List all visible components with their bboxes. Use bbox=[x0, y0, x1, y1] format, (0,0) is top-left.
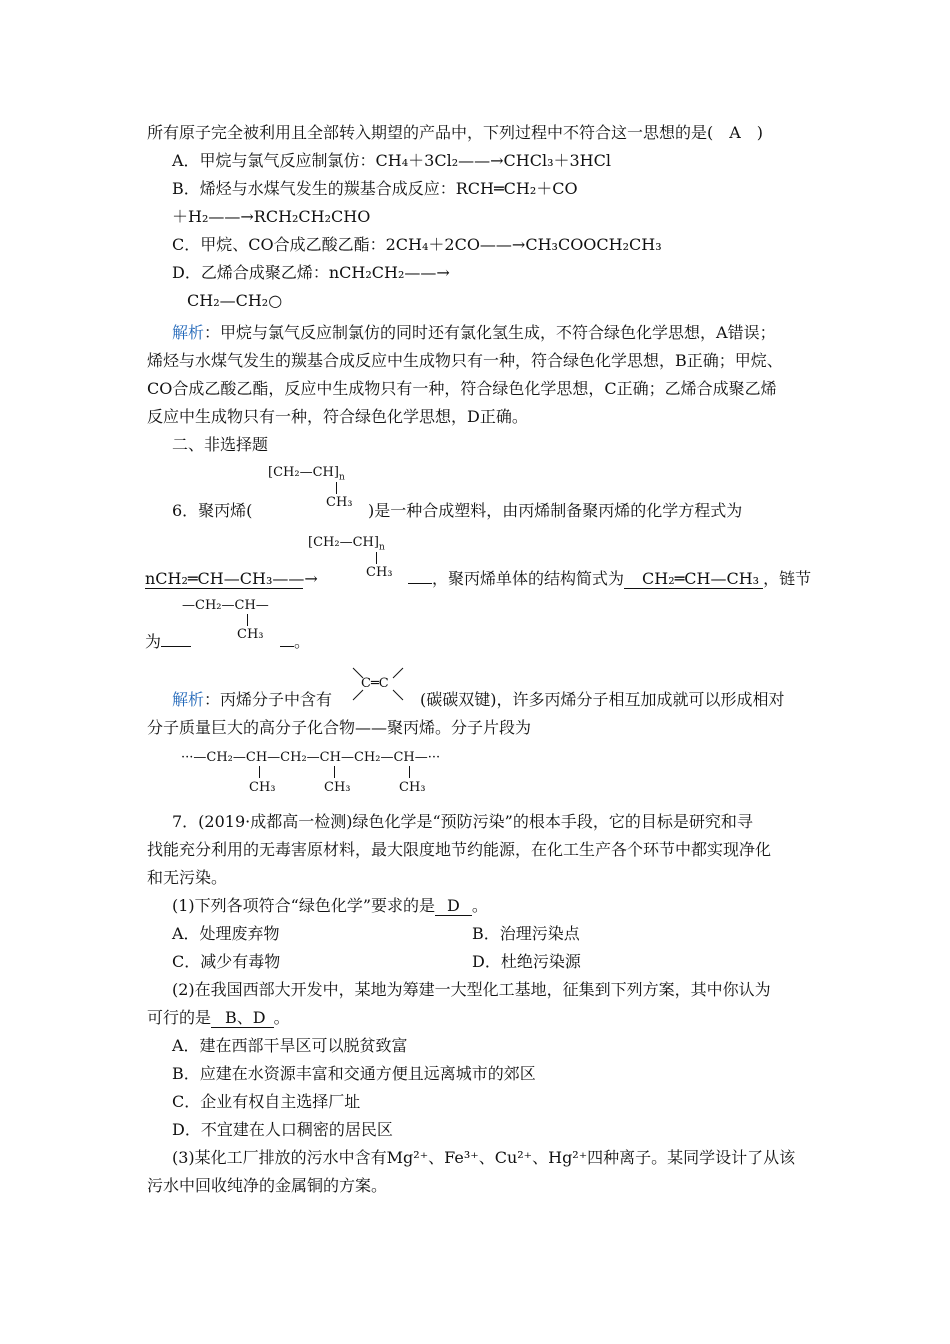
methyl-group: CH₃ bbox=[326, 495, 353, 510]
methyl-group: CH₃ bbox=[399, 780, 426, 795]
methyl-group: CH₃ bbox=[324, 780, 351, 795]
polymer-repeat-unit: CH₂—CH bbox=[273, 465, 334, 480]
q5-analysis-text: ：甲烷与氯气反应制氯仿的同时还有氯化氢生成，不符合绿色化学思想，A错误； bbox=[204, 323, 776, 342]
period: 。 bbox=[294, 632, 311, 651]
q5-option-b: B．烯烃与水煤气发生的羰基合成反应：RCH═CH₂＋CO bbox=[172, 179, 578, 198]
q6-analysis-line1 bbox=[172, 690, 332, 710]
q7-part2-line1: (2)在我国西部大开发中，某地为筹建一大型化工基地，征集到下列方案，其中你认为 bbox=[172, 980, 771, 999]
q5-analysis-line4: 反应中生成物只有一种，符合绿色化学思想，D正确。 bbox=[147, 407, 528, 426]
q7-p2-option-b: B．应建在水资源丰富和交通方便且远离城市的郊区 bbox=[172, 1064, 536, 1083]
chain-unit-formula: —CH₂—CH— bbox=[182, 598, 269, 613]
q7-p1-option-a: A．处理废弃物 bbox=[172, 924, 280, 943]
q7-p1-option-c: C．减少有毒物 bbox=[172, 952, 281, 971]
polymer-repeat-unit: CH₂—CH bbox=[313, 535, 374, 550]
polymer-fragment: ···—CH₂—CH—CH₂—CH—CH₂—CH—··· bbox=[181, 750, 441, 765]
chain-blank-a bbox=[161, 646, 191, 647]
bracket-left: [ bbox=[308, 535, 314, 550]
q5-option-d: D．乙烯合成聚乙烯：nCH₂CH₂——→ bbox=[172, 263, 450, 282]
q7-part1 bbox=[172, 896, 488, 916]
q7-part2-line2 bbox=[147, 1008, 290, 1028]
q7-part3-line2: 污水中回收纯净的金属铜的方案。 bbox=[147, 1176, 388, 1195]
q7-stem-line2: 找能充分利用的无毒害原材料，最大限度地节约能源，在化工生产各个环节中都实现净化 bbox=[147, 840, 772, 859]
q6-stem-b: )是一种合成塑料，由丙烯制备聚丙烯的化学方程式为 bbox=[368, 501, 743, 520]
degree-n: n bbox=[378, 542, 385, 553]
bond-line bbox=[334, 766, 335, 778]
q6-analysis-line2: 分子质量巨大的高分子化合物——聚丙烯。分子片段为 bbox=[147, 718, 532, 737]
q6-monomer-line bbox=[408, 569, 811, 589]
q7-part1-text: (1)下列各项符合“绿色化学”要求的是 bbox=[172, 896, 436, 915]
analysis-label: 解析 bbox=[172, 690, 205, 709]
q5-option-a: A．甲烷与氯气反应制氯仿：CH₄＋3Cl₂——→CHCl₃＋3HCl bbox=[172, 151, 611, 170]
q7-stem-line1: 7．(2019·成都高一检测)绿色化学是“预防污染”的根本手段，它的目标是研究和寻 bbox=[172, 812, 753, 831]
equation-blank: nCH₂═CH—CH₃——→ bbox=[145, 569, 318, 588]
q7-p2-option-d: D．不宜建在人口稠密的居民区 bbox=[172, 1120, 393, 1139]
blank-tail bbox=[408, 583, 432, 584]
answer-blank: B、D bbox=[211, 1009, 274, 1028]
bond-line bbox=[409, 766, 410, 778]
q7-p2-option-c: C．企业有权自主选择厂址 bbox=[172, 1092, 361, 1111]
bond-line bbox=[259, 766, 260, 778]
q6-chain-end bbox=[280, 632, 310, 652]
period: 。 bbox=[471, 896, 488, 915]
methyl-group: CH₃ bbox=[366, 565, 393, 580]
q6-analysis-text-a: ：丙烯分子中含有 bbox=[204, 690, 333, 709]
q7-part3-line1: (3)某化工厂排放的污水中含有Mg²⁺、Fe³⁺、Cu²⁺、Hg²⁺四种离子。某同学设计了从该 bbox=[172, 1148, 796, 1167]
q6-wei: 为 bbox=[145, 632, 162, 651]
q6-chain-text: ，链节 bbox=[763, 569, 812, 588]
q6-mid-text: ，聚丙烯单体的结构简式为 bbox=[432, 569, 625, 588]
q7-p1-option-d: D．杜绝污染源 bbox=[472, 952, 581, 971]
q5-option-c: C．甲烷、CO合成乙酸乙酯：2CH₄＋2CO——→CH₃COOCH₂CH₃ bbox=[172, 235, 662, 254]
period: 。 bbox=[273, 1008, 290, 1027]
q5-option-b-cont: ＋H₂——→RCH₂CH₂CHO bbox=[172, 207, 371, 226]
q6-chain-line bbox=[145, 632, 191, 652]
monomer-answer: CH₂═CH—CH₃ bbox=[624, 570, 763, 589]
section-heading: 二、非选择题 bbox=[172, 435, 269, 454]
methyl-group: CH₃ bbox=[237, 627, 264, 642]
q7-p2-option-a: A．建在西部干旱区可以脱贫致富 bbox=[172, 1036, 408, 1055]
bond-line bbox=[393, 690, 403, 700]
q5-option-d-product: CH₂—CH₂○ bbox=[187, 291, 283, 310]
bracket-left: [ bbox=[268, 465, 274, 480]
bond-line bbox=[353, 690, 363, 700]
answer-blank: D bbox=[435, 897, 472, 916]
q5-analysis-line3: CO合成乙酸乙酯，反应中生成物只有一种，符合绿色化学思想，C正确；乙烯合成聚乙烯 bbox=[147, 379, 777, 398]
q5-analysis-line2: 烯烃与水煤气发生的羰基合成反应中生成物只有一种，符合绿色化学思想，B正确；甲烷、 bbox=[147, 351, 783, 370]
bond-line bbox=[376, 552, 377, 564]
q7-stem-line3: 和无污染。 bbox=[147, 868, 228, 887]
q6-equation-line bbox=[145, 569, 318, 589]
bracket-right: ] bbox=[373, 535, 379, 550]
degree-n: n bbox=[338, 472, 345, 483]
q6-analysis-text-b: (碳碳双键)，许多丙烯分子相互加成就可以形成相对 bbox=[420, 690, 785, 709]
bond-line bbox=[247, 614, 248, 626]
q6-stem-a: 6．聚丙烯( bbox=[172, 501, 253, 520]
q7-p1-option-b: B．治理污染点 bbox=[472, 924, 580, 943]
bracket-right: ] bbox=[333, 465, 339, 480]
bond-line bbox=[336, 482, 337, 494]
q6-polymer-formula bbox=[268, 466, 345, 485]
methyl-group: CH₃ bbox=[249, 780, 276, 795]
q5-analysis-line1 bbox=[172, 323, 776, 343]
q7-part2-text: 可行的是 bbox=[147, 1008, 212, 1027]
q6-product-formula bbox=[308, 536, 385, 555]
q5-stem: 所有原子完全被利用且全部转入期望的产品中，下列过程中不符合这一思想的是( A ) bbox=[147, 123, 764, 142]
bond-line bbox=[393, 668, 403, 678]
cc-double-bond: C═C bbox=[361, 676, 389, 691]
analysis-label: 解析 bbox=[172, 323, 205, 342]
chain-blank-b bbox=[280, 646, 294, 647]
